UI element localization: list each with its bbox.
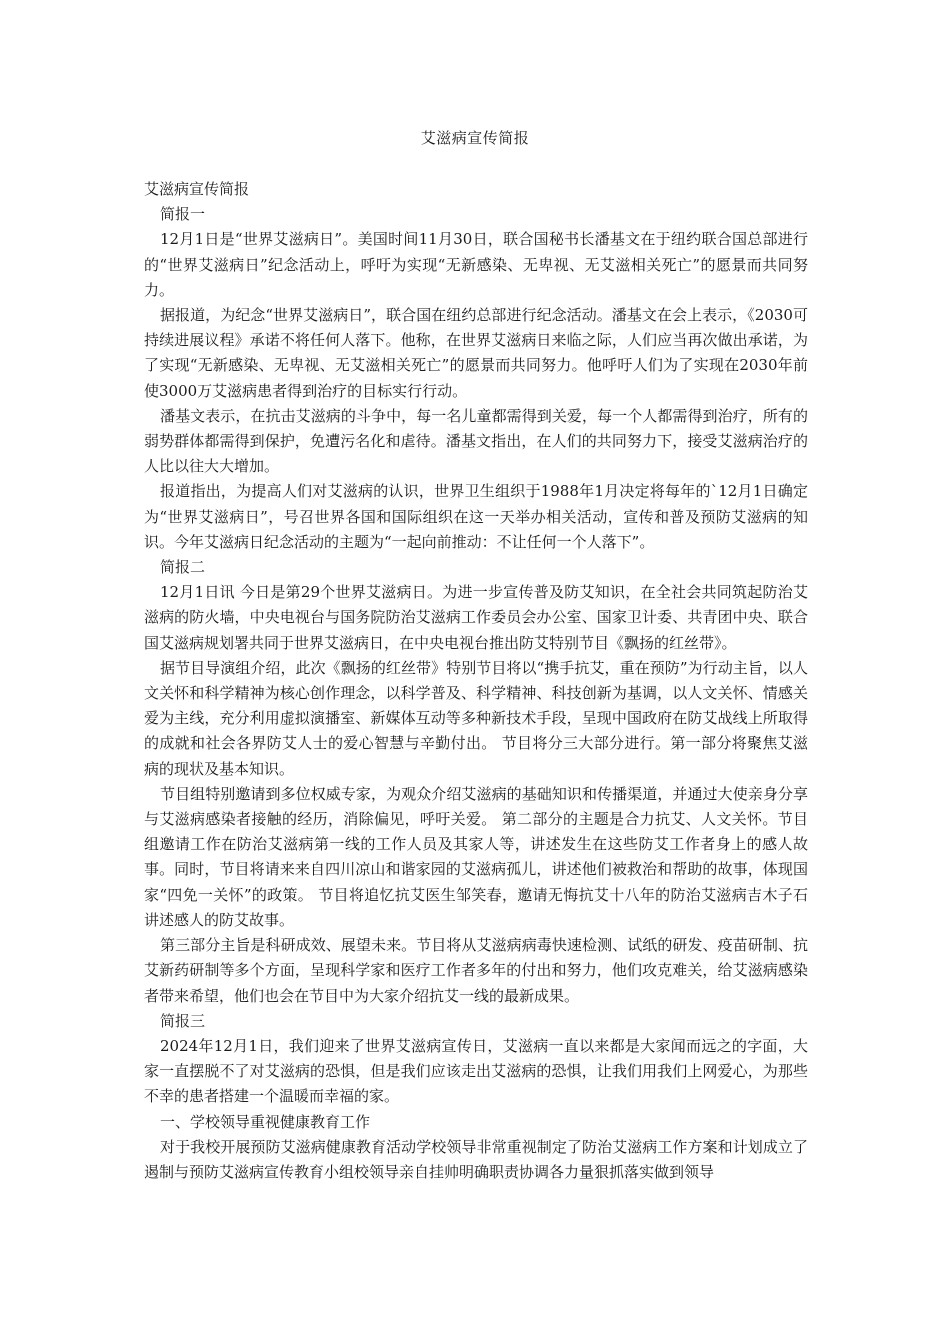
paragraph: 据节目导演组介绍，此次《飘扬的红丝带》特别节目将以“携手抗艾，重在预防”为行动主旨，以人文关怀和科学精神为核心创作理念，以科学普及、科学精神、科技创新为基调，以人文关怀、情感关爱为主线，充分利用虚拟演播室、新媒体互动等多种新技术手段，呈现中国政府在防艾战线上所取得的成就和社会各界防艾人士的爱心智慧与辛勤付出。 节目将分三大部分进行。第一部分将聚焦艾滋病的现状及基本知识。 [144,658,808,778]
paragraph: 12月1日讯 今日是第29个世界艾滋病日。为进一步宣传普及防艾知识，在全社会共同筑起防治艾滋病的防火墙，中央电视台与国务院防治艾滋病工作委员会办公室、国家卫计委、共青团中央、联合国艾滋病规划署共同于世界艾滋病日，在中央电视台推出防艾特别节目《飘扬的红丝带》。 [144,583,808,652]
paragraph: 第三部分主旨是科研成效、展望未来。节目将从艾滋病病毒快速检测、试纸的研发、疫苗研制、抗艾新药研制等多个方面，呈现科学家和医疗工作者多年的付出和努力，他们攻克难关，给艾滋病感染者带来希望，他们也会在节目中为大家介绍抗艾一线的最新成果。 [144,936,808,1005]
paragraph: 节目组特别邀请到多位权威专家，为观众介绍艾滋病的基础知识和传播渠道，并通过大使亲身分享与艾滋病感染者接触的经历，消除偏见，呼吁关爱。 第二部分的主题是合力抗艾、人文关怀。节目组邀请工作在防治艾滋病第一线的工作人员及其家人等，讲述发生在这些防艾工作者身上的感人故事。同时，节目将请来来自四川凉山和谐家园的艾滋病孤儿，讲述他们被救治和帮助的故事，体现国家“四免一关怀”的政策。 节目将追忆抗艾医生邹笑春，邀请无悔抗艾十八年的防治艾滋病吉木子石讲述感人的防艾故事。 [144,784,808,929]
document-body [144,177,808,1185]
paragraph: 对于我校开展预防艾滋病健康教育活动学校领导非常重视制定了防治艾滋病工作方案和计划成立了遏制与预防艾滋病宣传教育小组校领导亲自挂帅明确职责协调各力量狠抓落实做到领导 [144,1137,808,1181]
section-heading: 一、学校领导重视健康教育工作 [160,1112,371,1131]
body-heading: 艾滋病宣传简报 [144,180,250,198]
section-heading: 简报一 [160,205,206,224]
section-heading: 简报二 [160,558,206,577]
paragraph: 报道指出，为提高人们对艾滋病的认识，世界卫生组织于1988年1月决定将每年的`12月1日确定为“世界艾滋病日”，号召世界各国和国际组织在这一天举办相关活动，宣传和普及预防艾滋病的知识。今年艾滋病日纪念活动的主题为“一起向前推动：不让任何一个人落下”。 [144,482,808,551]
document-title: 艾滋病宣传简报 [420,129,530,147]
section-heading: 简报三 [160,1011,206,1030]
paragraph: 2024年12月1日，我们迎来了世界艾滋病宣传日，艾滋病一直以来都是大家闻而远之的字面，大家一直摆脱不了对艾滋病的恐惧，但是我们应该走出艾滋病的恐惧，让我们用我们上网爱心，为那些不幸的患者搭建一个温暖而幸福的家。 [144,1036,808,1106]
paragraph: 12月1日是“世界艾滋病日”。美国时间11月30日，联合国秘书长潘基文在于纽约联合国总部进行的“世界艾滋病日”纪念活动上，呼吁为实现“无新感染、无卑视、无艾滋相关死亡”的愿景而共同努力。 [144,230,808,299]
paragraph: 潘基文表示，在抗击艾滋病的斗争中，每一名儿童都需得到关爱，每一个人都需得到治疗，所有的弱势群体都需得到保护，免遭污名化和虐待。潘基文指出，在人们的共同努力下，接受艾滋病治疗的人比以往大大增加。 [144,406,808,476]
paragraph: 据报道，为纪念“世界艾滋病日”，联合国在纽约总部进行纪念活动。潘基文在会上表示，《2030可持续进展议程》承诺不将任何人落下。他称，在世界艾滋病日来临之际，人们应当再次做出承诺，为了实现“无新感染、无卑视、无艾滋相关死亡”的愿景而共同努力。他呼吁人们为了实现在2030年前使3000万艾滋病患者得到治疗的目标实行行动。 [144,306,808,400]
